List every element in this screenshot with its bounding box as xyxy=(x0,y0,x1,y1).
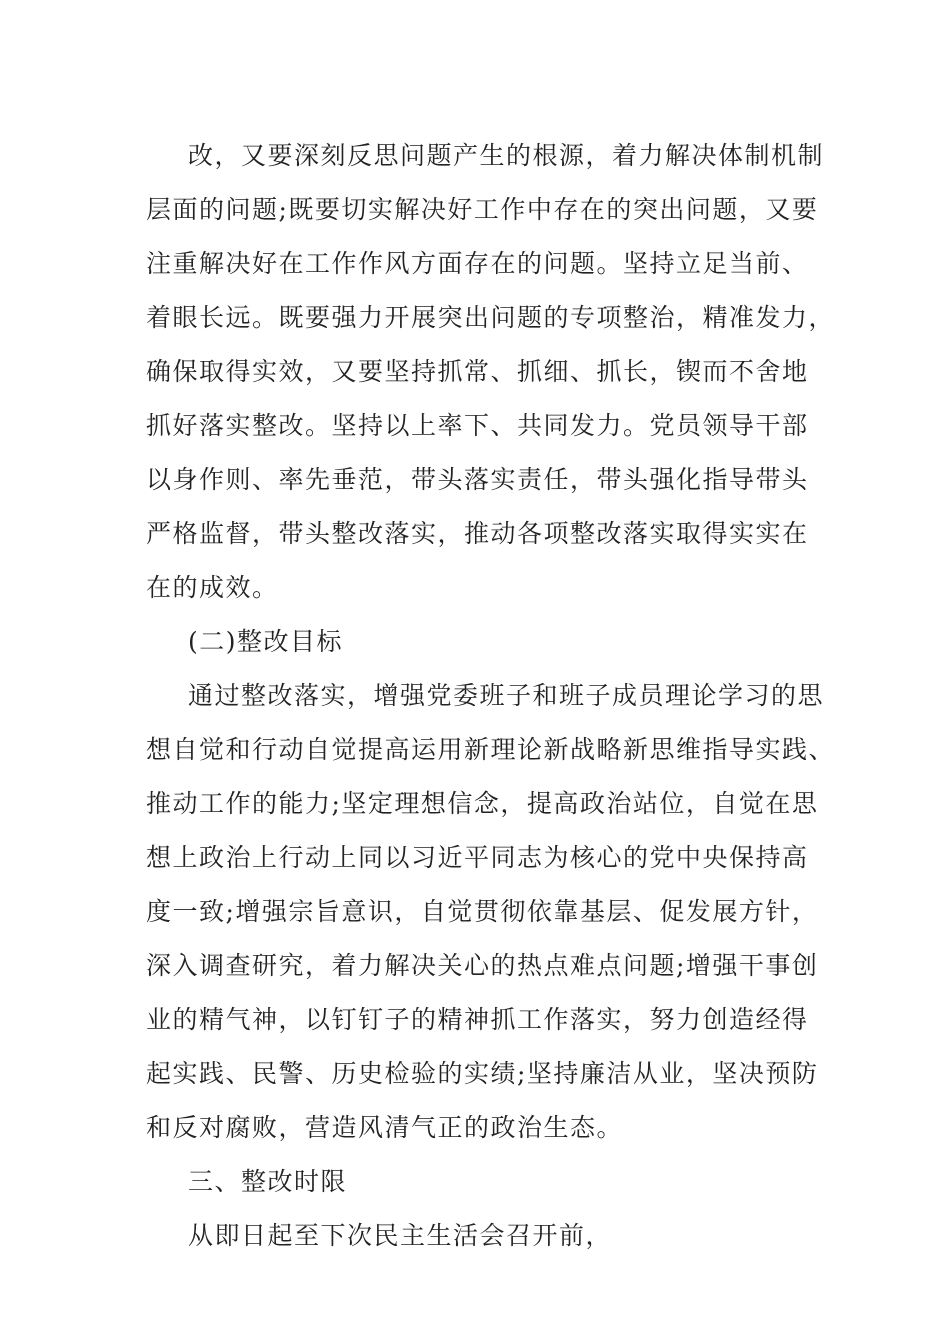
text-line: 推动工作的能力;坚定理想信念，提高政治站位，自觉在思 xyxy=(146,789,819,818)
text-line: 通过整改落实，增强党委班子和班子成员理论学习的思 xyxy=(188,681,825,710)
text-line: 确保取得实效，又要坚持抓常、抓细、抓长，锲而不舍地 xyxy=(146,357,809,386)
text-line: 严格监督，带头整改落实，推动各项整改落实取得实实在 xyxy=(146,519,809,548)
paragraph-rectification-principles xyxy=(146,129,836,615)
document-body xyxy=(146,129,836,1263)
text-line: 想自觉和行动自觉提高运用新理论新战略新思维指导实践、 xyxy=(146,735,836,764)
paragraph-rectification-goals xyxy=(146,669,836,1155)
text-line: 和反对腐败，营造风清气正的政治生态。 xyxy=(146,1113,624,1142)
text-line: 度一致;增强宗旨意识，自觉贯彻依靠基层、促发展方针， xyxy=(146,897,819,926)
text-line: 业的精气神，以钉钉子的精神抓工作落实，努力创造经得 xyxy=(146,1005,809,1034)
text-line: 深入调查研究，着力解决关心的热点难点问题;增强干事创 xyxy=(146,951,819,980)
text-line: 在的成效。 xyxy=(146,573,279,602)
section-heading-rectification-deadline: 三、整改时限 xyxy=(188,1167,348,1196)
text-line: 从即日起至下次民主生活会召开前， xyxy=(188,1221,613,1250)
paragraph-rectification-deadline xyxy=(146,1209,806,1263)
text-line: 以身作则、率先垂范，带头落实责任，带头强化指导带头 xyxy=(146,465,809,494)
text-line: 着眼长远。既要强力开展突出问题的专项整治，精准发力， xyxy=(146,303,836,332)
text-line: 层面的问题;既要切实解决好工作中存在的突出问题，又要 xyxy=(146,195,819,224)
text-line: 改，又要深刻反思问题产生的根源，着力解决体制机制 xyxy=(188,141,825,170)
text-line: 注重解决好在工作作风方面存在的问题。坚持立足当前、 xyxy=(146,249,809,278)
section-heading-rectification-goals: (二)整改目标 xyxy=(188,627,344,656)
text-line: 想上政治上行动上同以习近平同志为核心的党中央保持高 xyxy=(146,843,809,872)
text-line: 起实践、民警、历史检验的实绩;坚持廉洁从业，坚决预防 xyxy=(146,1059,819,1088)
text-line: 抓好落实整改。坚持以上率下、共同发力。党员领导干部 xyxy=(146,411,809,440)
